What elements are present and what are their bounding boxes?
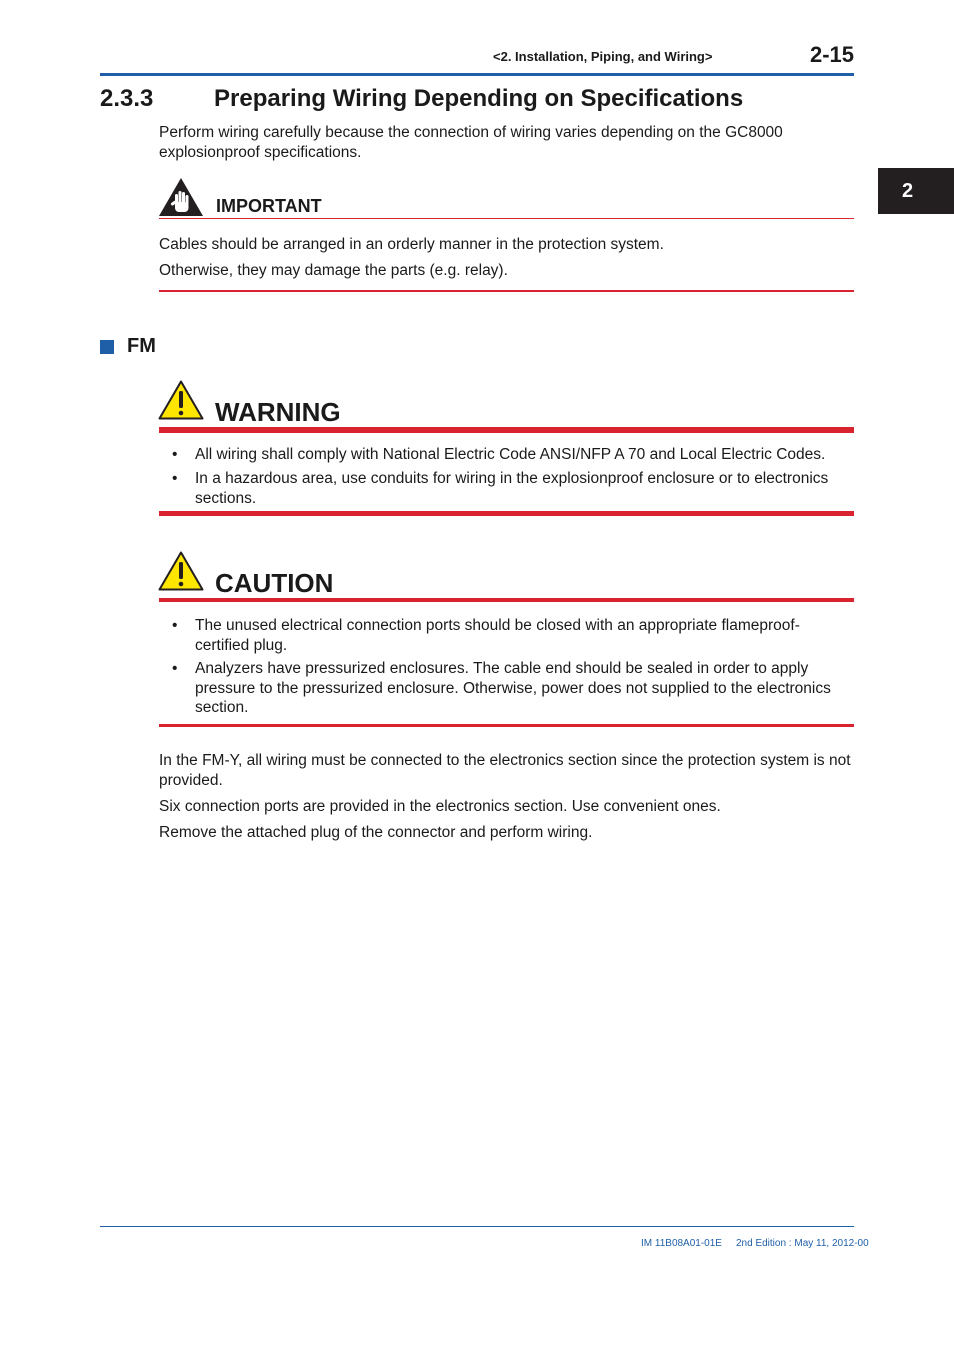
running-header-section: <2. Installation, Piping, and Wiring> bbox=[493, 49, 713, 64]
important-line-2: Otherwise, they may damage the parts (e.g. relay). bbox=[159, 262, 508, 279]
page-number: 2-15 bbox=[810, 42, 855, 67]
caution-bottom-rule bbox=[159, 724, 854, 727]
fm-heading-text: FM bbox=[127, 335, 156, 357]
section-title bbox=[100, 85, 743, 113]
bullet-dot: • bbox=[172, 617, 178, 634]
caution-bullet-text: The unused electrical connection ports should be closed with an appropriate flameproof-certified plug. bbox=[195, 617, 800, 654]
square-bullet-icon bbox=[100, 340, 114, 354]
warning-top-rule bbox=[159, 427, 854, 433]
section-intro: Perform wiring carefully because the connection of wiring varies depending on the GC8000 explosionproof specifications. bbox=[159, 124, 783, 161]
footer-doc-id: IM 11B08A01-01E bbox=[641, 1238, 722, 1249]
warning-bullet-text: In a hazardous area, use conduits for wiring in the explosionproof enclosure or to electronics sections. bbox=[195, 470, 829, 507]
raised-hand-icon bbox=[158, 177, 204, 217]
warning-bullet bbox=[172, 445, 862, 465]
important-top-rule bbox=[159, 218, 854, 219]
caution-triangle-icon bbox=[158, 551, 204, 591]
footer-rule bbox=[100, 1226, 854, 1227]
important-line-1: Cables should be arranged in an orderly manner in the protection system. bbox=[159, 236, 664, 253]
chapter-tab: 2 bbox=[878, 168, 954, 214]
warning-bottom-rule bbox=[159, 511, 854, 516]
header-rule bbox=[100, 73, 854, 76]
warning-title: WARNING bbox=[215, 397, 341, 427]
warning-bullet bbox=[172, 469, 857, 508]
caution-title: CAUTION bbox=[215, 568, 334, 598]
caution-bullet bbox=[172, 659, 832, 718]
bullet-dot: • bbox=[172, 660, 178, 677]
caution-bullet-text: Analyzers have pressurized enclosures. The cable end should be sealed in order to apply pressure to the pressurized enclosure. Otherwise, power does not supplied to the electronics section. bbox=[195, 660, 831, 716]
body-paragraph-2: Six connection ports are provided in the electronics section. Use convenient ones. bbox=[159, 798, 721, 815]
caution-bullet bbox=[172, 616, 832, 655]
body-paragraph-1: In the FM-Y, all wiring must be connected to the electronics section since the protection system is not provided. bbox=[159, 752, 851, 789]
warning-bullet-text: All wiring shall comply with National Electric Code ANSI/NFP A 70 and Local Electric Codes. bbox=[195, 446, 826, 463]
bullet-dot: • bbox=[172, 446, 178, 463]
fm-heading bbox=[100, 335, 156, 358]
section-number: 2.3.3 bbox=[100, 85, 154, 112]
footer bbox=[641, 1238, 869, 1249]
footer-edition: 2nd Edition : May 11, 2012-00 bbox=[735, 1238, 869, 1249]
section-title-text: Preparing Wiring Depending on Specifications bbox=[214, 85, 744, 112]
bullet-dot: • bbox=[172, 470, 178, 487]
caution-top-rule bbox=[159, 598, 854, 602]
important-title: IMPORTANT bbox=[216, 196, 322, 216]
body-paragraph-3: Remove the attached plug of the connector and perform wiring. bbox=[159, 824, 593, 841]
warning-triangle-icon bbox=[158, 380, 204, 420]
important-bottom-rule bbox=[159, 290, 854, 292]
